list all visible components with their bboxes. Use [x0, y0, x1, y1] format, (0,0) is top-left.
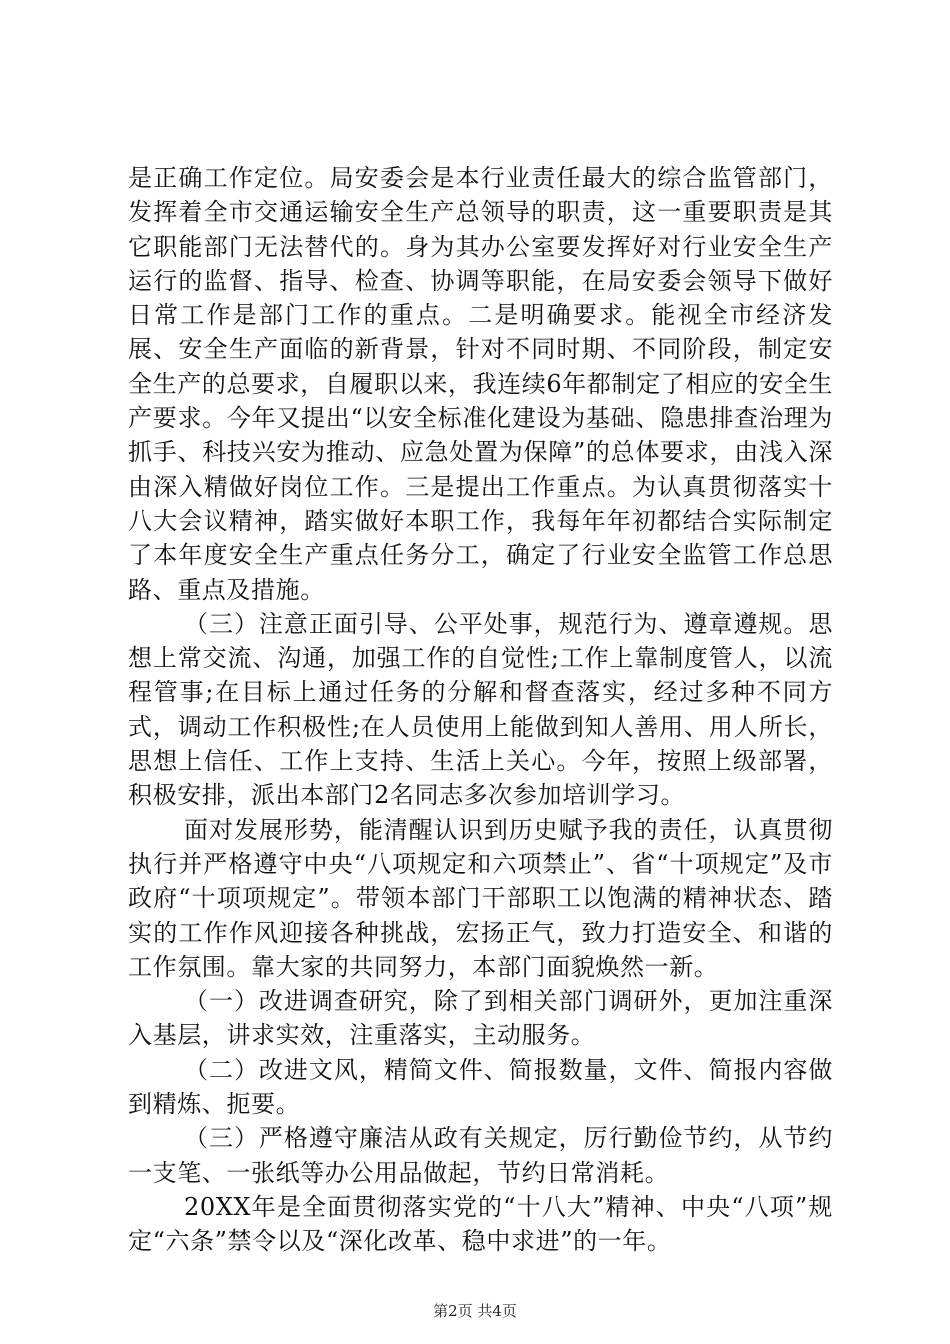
paragraph-2: （三）注意正面引导、公平处事，规范行为、遵章遵规。思想上常交流、沟通，加强工作的自觉性;工作上靠制度管人，以流程管事;在目标上通过任务的分解和督查落实，经过多种不同方式，调动工作积极性;在人员使用上能做到知人善用、用人所长，思想上信任、工作上支持、生活上关心。今年，按照上级部署，积极安排，派出本部门2名同志多次参加培训学习。 [128, 609, 833, 810]
page-footer: 第2页 共4页 [433, 1302, 517, 1320]
paragraph-4: （一）改进调查研究，除了到相关部门调研外，更加注重深入基层，讲求实效，注重落实，主动服务。 [128, 987, 833, 1050]
paragraph-5: （二）改进文风，精简文件、简报数量，文件、简报内容做到精炼、扼要。 [128, 1055, 833, 1119]
document-body [128, 161, 833, 1259]
paragraph-6: （三）严格遵守廉洁从政有关规定，厉行勤俭节约，从节约一支笔、一张纸等办公用品做起，节约日常消耗。 [128, 1124, 833, 1187]
paragraph-1: 是正确工作定位。局安委会是本行业责任最大的综合监管部门，发挥着全市交通运输安全生产总领导的职责，这一重要职责是其它职能部门无法替代的。身为其办公室要发挥好对行业安全生产运行的监督、指导、检查、协调等职能，在局安委会领导下做好日常工作是部门工作的重点。二是明确要求。能视全市经济发展、安全生产面临的新背景，针对不同时期、不同阶段，制定安全生产的总要求，自履职以来，我连续6年都制定了相应的安全生产要求。今年又提出“以安全标准化建设为基础、隐患排查治理为抓手、科技兴安为推动、应急处置为保障”的总体要求，由浅入深由深入精做好岗位工作。三是提出工作重点。为认真贯彻落实十八大会议精神，踏实做好本职工作，我每年年初都结合实际制定了本年度安全生产重点任务分工，确定了行业安全监管工作总思路、重点及措施。 [128, 164, 833, 604]
paragraph-3: 面对发展形势，能清醒认识到历史赋予我的责任，认真贯彻执行并严格遵守中央“八项规定和六项禁止”、省“十项规定”及市政府“十项项规定”。带领本部门干部职工以饱满的精神状态、踏实的工作作风迎接各种挑战，宏扬正气，致力打造安全、和谐的工作氛围。靠大家的共同努力，本部门面貌焕然一新。 [128, 815, 833, 981]
paragraph-7: 20XX年是全面贯彻落实党的“十八大”精神、中央“八项”规定“六条”禁令以及“深化改革、稳中求进”的一年。 [128, 1192, 833, 1256]
